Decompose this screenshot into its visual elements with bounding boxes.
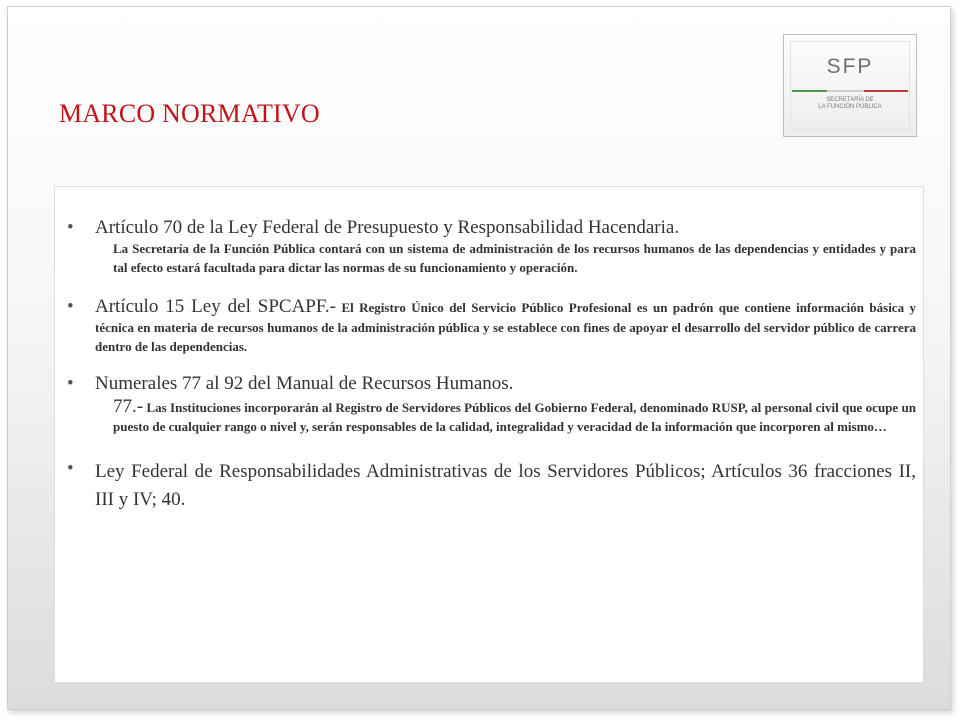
item-detail: La Secretaría de la Función Pública contará con un sistema de administración de los recursos humanos de las dependencias y entidades y para tal efecto estará facultada para dictar las normas de su funcionamiento y operación.: [113, 241, 916, 275]
item-lead: Numerales 77 al 92 del Manual de Recursos Humanos.: [95, 373, 514, 394]
logo-text: SFP: [826, 55, 874, 78]
item-lead: Artículo 15 Ley del SPCAPF.-: [95, 296, 336, 317]
list-item: [67, 296, 916, 356]
bullet-icon: •: [67, 458, 74, 479]
bullet-icon: •: [67, 373, 74, 394]
sfp-logo: [783, 34, 917, 137]
logo-subtitle-line2: LA FUNCIÓN PÚBLICA: [818, 104, 882, 110]
item-lead: Artículo 70 de la Ley Federal de Presupuesto y Responsabilidad Hacendaria.: [95, 217, 680, 238]
bullet-icon: •: [67, 217, 74, 238]
item-subparagraph: [95, 397, 916, 436]
list-item: [67, 373, 916, 436]
slide: [7, 6, 951, 710]
item-detail: El Registro Único del Servicio Público Profesional es un padrón que contiene información básica y técnica en materia de recursos humanos de la administración pública y se establece con fines de apoyar el desarrollo del servidor público de carrera dentro de las dependencias.: [95, 300, 917, 354]
item-detail: Las Instituciones incorporarán al Registro de Servidores Públicos del Gobierno Federal, denominado RUSP, al personal civil que ocupe un puesto de cualquier rango o nivel y, serán responsables de la calidad, integralidad y veracidad de la información que incorporen al mismo…: [113, 400, 917, 434]
item-body: [95, 296, 916, 356]
list-item: [67, 458, 916, 514]
bullet-icon: •: [67, 296, 74, 317]
sub-number: 77.-: [113, 396, 144, 417]
slide-title: MARCO NORMATIVO: [59, 99, 320, 128]
content-box: [54, 186, 924, 683]
logo-subtitle-line1: SECRETARÍA DE: [826, 97, 874, 103]
logo-subtitle: [784, 97, 916, 111]
list-item: [67, 217, 916, 277]
logo-tricolor-line: [792, 90, 908, 92]
bullet-list: [67, 217, 916, 514]
item-lead: Ley Federal de Responsabilidades Administrativas de los Servidores Públicos; Artículos 36 fracciones II, III y IV; 40.: [95, 461, 916, 510]
